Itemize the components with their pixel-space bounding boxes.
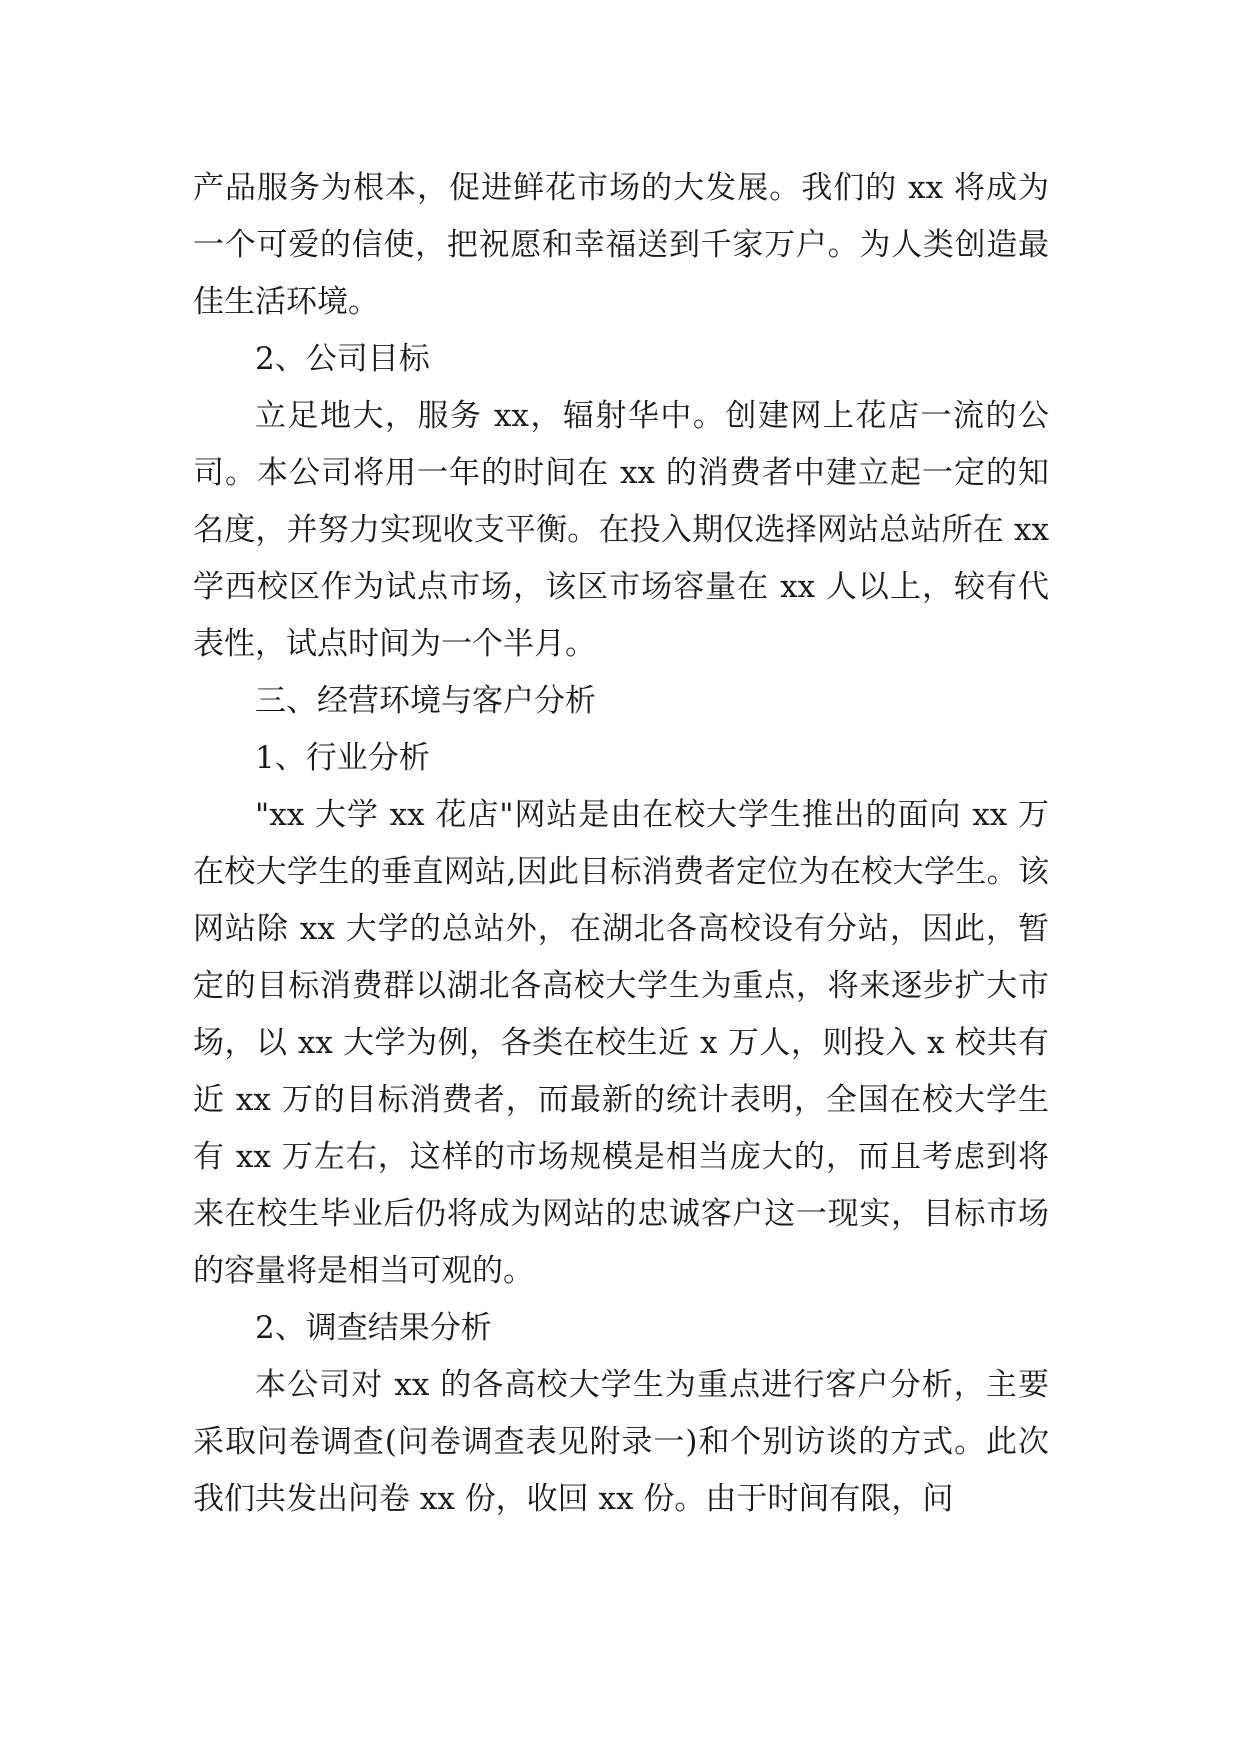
paragraph-mission-continued: 产品服务为根本，促进鲜花市场的大发展。我们的 xx 将成为一个可爱的信使，把祝愿和幸福送到千家万户。为人类创造最佳生活环境。 xyxy=(193,170,1049,320)
heading-section-three: 三、经营环境与客户分析 xyxy=(255,683,596,719)
heading-survey-analysis: 2、调查结果分析 xyxy=(255,1310,492,1346)
heading-industry-analysis: 1、行业分析 xyxy=(255,740,430,776)
paragraph-industry-analysis: "xx 大学 xx 花店"网站是由在校大学生推出的面向 xx 万在校大学生的垂直网站,因此目标消费者定位为在校大学生。该网站除 xx 大学的总站外，在湖北各高校设有分站，因此，暂定的目标消费群以湖北各高校大学生为重点，将来逐步扩大市场，以 xx 大学为例，各类在校生近 x 万人，则投入 x 校共有近 xx 万的目标消费者，而最新的统计表明，全国在校大学生有 xx 万左右，这样的市场规模是相当庞大的，而且考虑到将来在校生毕业后仍将成为网站的忠诚客户这一现实，目标市场的容量将是相当可观的。 xyxy=(193,797,1049,1289)
paragraph-company-goal: 立足地大，服务 xx，辐射华中。创建网上花店一流的公司。本公司将用一年的时间在 xx 的消费者中建立起一定的知名度，并努力实现收支平衡。在投入期仅选择网站总站所在 xx 学西校区作为试点市场，该区市场容量在 xx 人以上，较有代表性，试点时间为一个半月。 xyxy=(193,398,1049,662)
heading-company-goal: 2、公司目标 xyxy=(255,341,430,377)
document-body xyxy=(193,160,1049,1528)
paragraph-survey-analysis: 本公司对 xx 的各高校大学生为重点进行客户分析，主要采取问卷调查(问卷调查表见附录一)和个别访谈的方式。此次我们共发出问卷 xx 份，收回 xx 份。由于时间有限，问 xyxy=(193,1367,1049,1517)
